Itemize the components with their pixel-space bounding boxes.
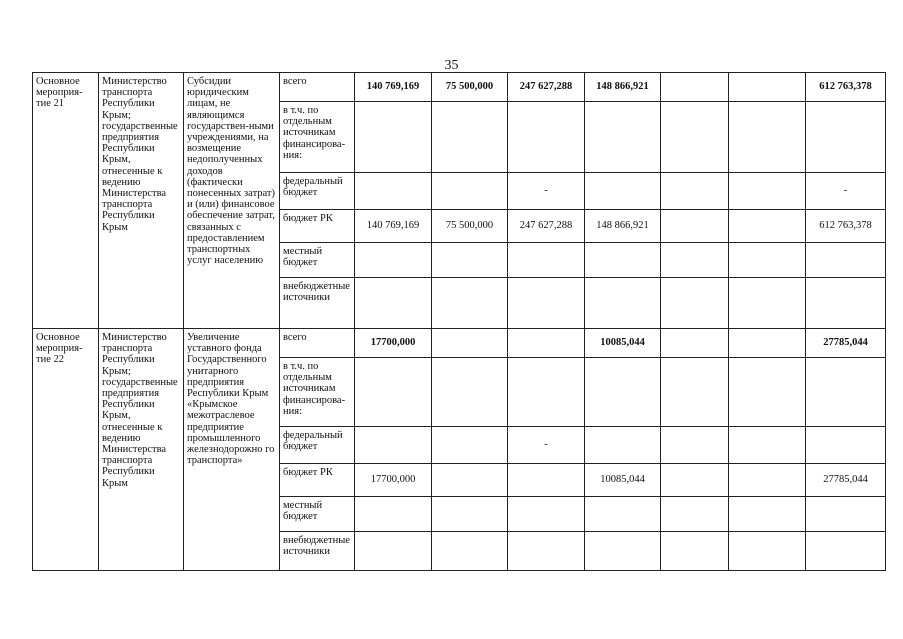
- value-cell: -: [508, 173, 585, 210]
- value-cell: [355, 358, 432, 427]
- source-label: в т.ч. по отдельным источникам финансирова-ния:: [280, 358, 355, 427]
- value-cell: [432, 358, 508, 427]
- value-cell: [508, 497, 585, 532]
- source-label: бюджет РК: [280, 210, 355, 243]
- value-cell: [585, 532, 661, 571]
- value-cell: [806, 358, 886, 427]
- executor-cell: Министерство транспорта Республики Крым; государственные предприятия Республики Крым, отнесенные к ведению Министерства транспорта Республики Крым: [99, 73, 184, 329]
- value-cell: [432, 532, 508, 571]
- value-cell: [661, 210, 729, 243]
- value-cell: [729, 278, 806, 329]
- value-cell: [661, 358, 729, 427]
- value-cell: [661, 278, 729, 329]
- value-cell: [508, 532, 585, 571]
- value-cell: [729, 427, 806, 464]
- value-cell: [806, 243, 886, 278]
- value-cell: [806, 278, 886, 329]
- value-cell: [661, 102, 729, 173]
- value-cell: [661, 532, 729, 571]
- value-cell: 612 763,378: [806, 210, 886, 243]
- value-cell: 148 866,921: [585, 73, 661, 102]
- value-cell: [355, 278, 432, 329]
- value-cell: [432, 497, 508, 532]
- value-cell: [432, 243, 508, 278]
- value-cell: [585, 427, 661, 464]
- budget-table: [32, 72, 886, 571]
- value-cell: [585, 173, 661, 210]
- source-label: внебюджетные источники: [280, 532, 355, 571]
- value-cell: [661, 173, 729, 210]
- value-cell: [661, 427, 729, 464]
- value-cell: [729, 532, 806, 571]
- value-cell: [355, 497, 432, 532]
- value-cell: [729, 329, 806, 358]
- value-cell: 140 769,169: [355, 210, 432, 243]
- value-cell: [508, 464, 585, 497]
- value-cell: [806, 102, 886, 173]
- value-cell: 75 500,000: [432, 210, 508, 243]
- value-cell: [661, 73, 729, 102]
- value-cell: [508, 278, 585, 329]
- value-cell: [508, 358, 585, 427]
- value-cell: [806, 497, 886, 532]
- value-cell: [729, 464, 806, 497]
- value-cell: [661, 329, 729, 358]
- value-cell: [729, 102, 806, 173]
- value-cell: -: [508, 427, 585, 464]
- value-cell: 10085,044: [585, 329, 661, 358]
- value-cell: [729, 243, 806, 278]
- value-cell: [806, 532, 886, 571]
- source-label: всего: [280, 329, 355, 358]
- value-cell: [432, 173, 508, 210]
- value-cell: [432, 464, 508, 497]
- source-label: местный бюджет: [280, 243, 355, 278]
- value-cell: 247 627,288: [508, 210, 585, 243]
- value-cell: 17700,000: [355, 329, 432, 358]
- value-cell: [585, 278, 661, 329]
- value-cell: [729, 173, 806, 210]
- value-cell: [729, 210, 806, 243]
- source-label: бюджет РК: [280, 464, 355, 497]
- value-cell: [355, 532, 432, 571]
- source-label: местный бюджет: [280, 497, 355, 532]
- description-cell: Увеличение уставного фонда Государственного унитарного предприятия Республики Крым «Крымское межотраслевое предприятие промышленного железнодорожно го транспорта»: [184, 329, 280, 571]
- value-cell: 27785,044: [806, 329, 886, 358]
- value-cell: 27785,044: [806, 464, 886, 497]
- source-label: внебюджетные источники: [280, 278, 355, 329]
- value-cell: [432, 278, 508, 329]
- value-cell: 148 866,921: [585, 210, 661, 243]
- value-cell: [355, 102, 432, 173]
- value-cell: [432, 102, 508, 173]
- budget-table-body: [33, 73, 886, 571]
- page-number: 35: [444, 58, 459, 73]
- description-cell: Субсидии юридическим лицам, не являющимся государствен-ными учреждениями, на возмещение недополученных доходов (фактически понесенных затрат) и (или) финансовое обеспечение затрат, связанных с предоставлением транспортных услуг населению: [184, 73, 280, 329]
- value-cell: [585, 358, 661, 427]
- value-cell: [661, 497, 729, 532]
- value-cell: 75 500,000: [432, 73, 508, 102]
- value-cell: [355, 243, 432, 278]
- value-cell: [355, 173, 432, 210]
- value-cell: [432, 329, 508, 358]
- executor-cell: Министерство транспорта Республики Крым; государственные предприятия Республики Крым, отнесенные к ведению Министерства транспорта Республики Крым: [99, 329, 184, 571]
- value-cell: [355, 427, 432, 464]
- value-cell: [729, 497, 806, 532]
- value-cell: 10085,044: [585, 464, 661, 497]
- event-cell: Основное мероприя-тие 21: [33, 73, 99, 329]
- value-cell: [508, 329, 585, 358]
- table-row: [33, 73, 886, 102]
- value-cell: 612 763,378: [806, 73, 886, 102]
- value-cell: [585, 497, 661, 532]
- value-cell: [508, 243, 585, 278]
- table-row: [33, 329, 886, 358]
- value-cell: 140 769,169: [355, 73, 432, 102]
- value-cell: [661, 464, 729, 497]
- value-cell: [729, 358, 806, 427]
- source-label: федеральный бюджет: [280, 427, 355, 464]
- source-label: в т.ч. по отдельным источникам финансирова-ния:: [280, 102, 355, 173]
- value-cell: [508, 102, 585, 173]
- value-cell: [585, 102, 661, 173]
- value-cell: [729, 73, 806, 102]
- value-cell: [806, 427, 886, 464]
- event-cell: Основное мероприя-тие 22: [33, 329, 99, 571]
- value-cell: 247 627,288: [508, 73, 585, 102]
- value-cell: [432, 427, 508, 464]
- source-label: всего: [280, 73, 355, 102]
- value-cell: -: [806, 173, 886, 210]
- source-label: федеральный бюджет: [280, 173, 355, 210]
- value-cell: [661, 243, 729, 278]
- value-cell: [585, 243, 661, 278]
- value-cell: 17700,000: [355, 464, 432, 497]
